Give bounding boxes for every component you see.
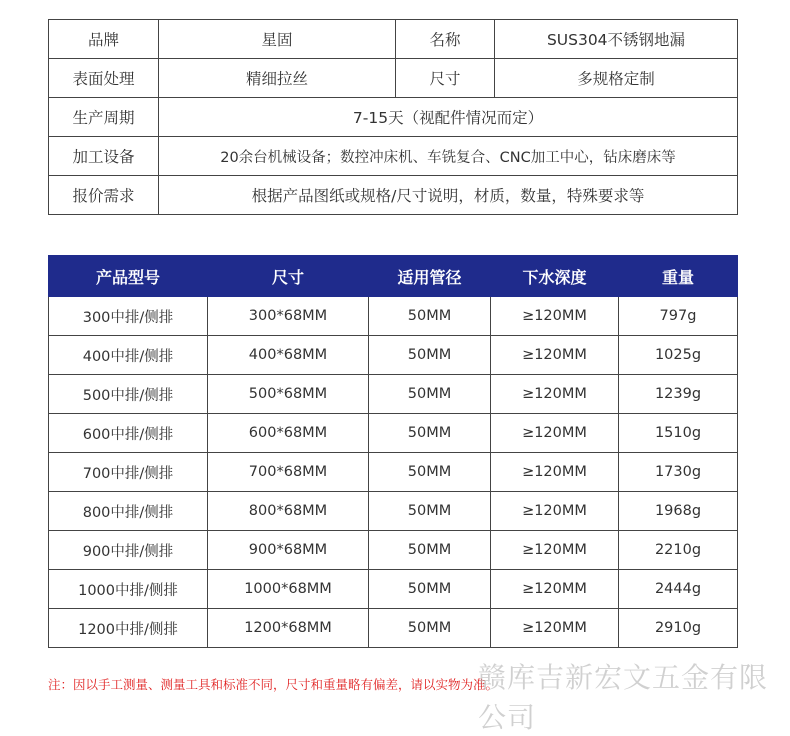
cell-pipe: 50MM: [369, 375, 491, 414]
surface-label: 表面处理: [49, 59, 159, 98]
cell-model: 300中排/侧排: [49, 297, 208, 336]
cell-depth: ≥120MM: [491, 453, 619, 492]
cell-model: 400中排/侧排: [49, 336, 208, 375]
cell-model: 700中排/侧排: [49, 453, 208, 492]
header-model: 产品型号: [49, 256, 208, 297]
equipment-label: 加工设备: [49, 137, 159, 176]
cell-pipe: 50MM: [369, 414, 491, 453]
cell-model: 800中排/侧排: [49, 492, 208, 531]
cell-size: 600*68MM: [208, 414, 369, 453]
cell-pipe: 50MM: [369, 570, 491, 609]
header-depth: 下水深度: [491, 256, 619, 297]
cell-size: 300*68MM: [208, 297, 369, 336]
cell-weight: 797g: [619, 297, 738, 336]
table-row: [49, 531, 738, 570]
name-value: SUS304不锈钢地漏: [495, 20, 738, 59]
cell-size: 400*68MM: [208, 336, 369, 375]
cell-model: 600中排/侧排: [49, 414, 208, 453]
quote-value: 根据产品图纸或规格/尺寸说明，材质，数量，特殊要求等: [159, 176, 738, 215]
cell-weight: 1239g: [619, 375, 738, 414]
cell-pipe: 50MM: [369, 336, 491, 375]
header-size: 尺寸: [208, 256, 369, 297]
spec-row-equipment: [49, 137, 738, 176]
cell-model: 1000中排/侧排: [49, 570, 208, 609]
surface-value: 精细拉丝: [159, 59, 396, 98]
cell-weight: 1730g: [619, 453, 738, 492]
cell-depth: ≥120MM: [491, 492, 619, 531]
product-header-row: [49, 256, 738, 297]
equipment-value: 20余台机械设备；数控冲床机、车铣复合、CNC加工中心，钻床磨床等: [159, 137, 738, 176]
cell-weight: 2444g: [619, 570, 738, 609]
table-row: [49, 453, 738, 492]
cell-weight: 1510g: [619, 414, 738, 453]
cell-size: 800*68MM: [208, 492, 369, 531]
footnote: 注：因以手工测量、测量工具和标准不同，尺寸和重量略有偏差，请以实物为准。: [48, 677, 499, 692]
cell-size: 700*68MM: [208, 453, 369, 492]
spec-row-brand: [49, 20, 738, 59]
table-row: [49, 570, 738, 609]
cell-size: 1000*68MM: [208, 570, 369, 609]
cell-size: 1200*68MM: [208, 609, 369, 648]
cell-depth: ≥120MM: [491, 570, 619, 609]
table-row: [49, 414, 738, 453]
cell-depth: ≥120MM: [491, 375, 619, 414]
name-label: 名称: [396, 20, 495, 59]
cell-model: 500中排/侧排: [49, 375, 208, 414]
cell-pipe: 50MM: [369, 453, 491, 492]
cell-depth: ≥120MM: [491, 609, 619, 648]
cell-pipe: 50MM: [369, 297, 491, 336]
table-row: [49, 336, 738, 375]
spec-table: [48, 19, 738, 215]
cell-weight: 1025g: [619, 336, 738, 375]
cell-size: 900*68MM: [208, 531, 369, 570]
header-pipe: 适用管径: [369, 256, 491, 297]
cell-pipe: 50MM: [369, 609, 491, 648]
watermark: 赣库吉新宏文五金有限公司: [478, 661, 769, 734]
cell-pipe: 50MM: [369, 531, 491, 570]
cell-pipe: 50MM: [369, 492, 491, 531]
brand-label: 品牌: [49, 20, 159, 59]
table-row: [49, 297, 738, 336]
brand-value: 星固: [159, 20, 396, 59]
quote-label: 报价需求: [49, 176, 159, 215]
cell-model: 900中排/侧排: [49, 531, 208, 570]
cell-depth: ≥120MM: [491, 336, 619, 375]
cell-model: 1200中排/侧排: [49, 609, 208, 648]
cell-weight: 1968g: [619, 492, 738, 531]
cycle-label: 生产周期: [49, 98, 159, 137]
table-row: [49, 609, 738, 648]
product-table: [48, 255, 738, 648]
cycle-value: 7-15天（视配件情况而定）: [159, 98, 738, 137]
table-row: [49, 375, 738, 414]
spec-row-quote: [49, 176, 738, 215]
spec-row-surface: [49, 59, 738, 98]
size-label: 尺寸: [396, 59, 495, 98]
size-value: 多规格定制: [495, 59, 738, 98]
cell-depth: ≥120MM: [491, 531, 619, 570]
cell-depth: ≥120MM: [491, 297, 619, 336]
spec-row-cycle: [49, 98, 738, 137]
table-row: [49, 492, 738, 531]
cell-weight: 2910g: [619, 609, 738, 648]
cell-size: 500*68MM: [208, 375, 369, 414]
cell-depth: ≥120MM: [491, 414, 619, 453]
cell-weight: 2210g: [619, 531, 738, 570]
header-weight: 重量: [619, 256, 738, 297]
